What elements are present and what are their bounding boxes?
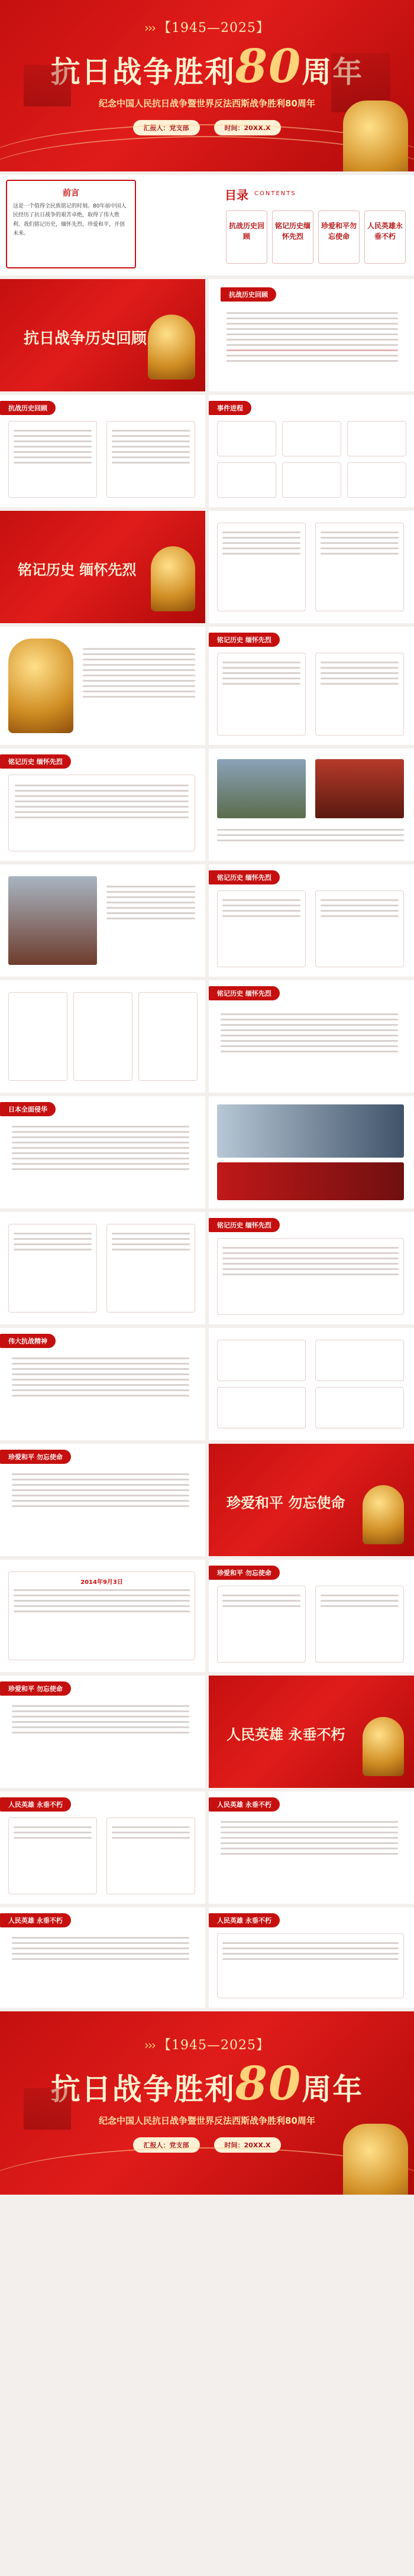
text-card (217, 523, 306, 611)
content-slide (0, 1907, 205, 2008)
section-1-title: 抗日战争历史回顾 (24, 330, 147, 348)
text-card (217, 653, 306, 735)
cover-slide (0, 0, 414, 171)
content-slide (209, 1096, 414, 1208)
content-slide (0, 395, 205, 507)
content-slide (209, 1907, 414, 2008)
content-slide (0, 1676, 205, 1788)
text-card (315, 1586, 404, 1663)
text-card (315, 1340, 404, 1381)
slide-tag: 人民英雄 永垂不朽 (0, 1797, 71, 1812)
content-row-11 (0, 1907, 414, 2008)
text-card (73, 992, 132, 1081)
lion-statue-image (8, 639, 73, 733)
reporter-label: 汇报人：党支部 (133, 2137, 200, 2153)
toc-title: 目录 (225, 188, 248, 202)
memorial-photo (315, 759, 404, 818)
lion-statue-image (363, 1485, 404, 1544)
lion-statue-image (343, 101, 408, 171)
building-silhouette (24, 65, 71, 106)
text-card (347, 421, 406, 456)
slide-tag: 珍爱和平 勿忘使命 (0, 1450, 71, 1464)
text-card (282, 421, 341, 456)
lion-statue-image (151, 546, 195, 611)
text-card (106, 421, 195, 498)
text-card (315, 1387, 404, 1428)
toc-subtitle: CONTENTS (254, 190, 296, 197)
content-slide (209, 1791, 414, 1904)
section-2-title: 铭记历史 缅怀先烈 (18, 561, 137, 578)
content-slide (0, 1444, 205, 1556)
text-card (217, 890, 306, 967)
title-80: 80 (235, 40, 302, 93)
city-photo (217, 1104, 404, 1158)
toc-item-3[interactable]: 珍爱和平勿忘使命 (318, 210, 360, 264)
content-row-10 (0, 1791, 414, 1904)
content-slide (0, 749, 205, 861)
slide-tag: 抗战历史回顾 (221, 287, 276, 302)
content-slide (209, 511, 414, 623)
building-silhouette (24, 2088, 71, 2130)
section-4-title: 人民英雄 永垂不朽 (227, 1726, 345, 1743)
chevron-icon: ››› (144, 2038, 155, 2052)
content-slide (209, 1212, 414, 1324)
slide-tag: 铭记历史 缅怀先烈 (209, 986, 280, 1000)
title-end: 周年 (302, 54, 364, 89)
preface-text: 这是一个值得全民族铭记的时刻。80年前中国人民经历了抗日战争的艰苦卓绝，取得了伟大胜利。我们铭记历史，缅怀先烈，珍爱和平，开创未来。 (13, 203, 127, 236)
section-3-slide (209, 1444, 414, 1556)
memorial-photo (217, 1162, 404, 1200)
slide-tag: 伟大抗战精神 (0, 1334, 56, 1348)
title-main: 抗日战争胜利 (50, 2072, 235, 2107)
slide-tag: 日本全面侵华 (0, 1102, 56, 1116)
content-row-2 (0, 627, 414, 745)
slide-tag: 人民英雄 永垂不朽 (0, 1913, 71, 1927)
section-2-slide (0, 511, 205, 623)
content-slide (0, 627, 205, 745)
content-slide (0, 1212, 205, 1324)
content-row-9 (0, 1560, 414, 1672)
text-card (8, 1571, 195, 1660)
title-main: 抗日战争胜利 (50, 54, 235, 89)
text-card (8, 421, 97, 498)
text-card (8, 1817, 97, 1894)
text-card (217, 462, 276, 498)
text-card (106, 1817, 195, 1894)
content-slide (209, 749, 414, 861)
section-1-slide (0, 279, 205, 391)
text-card (217, 1933, 404, 1998)
content-slide (0, 1096, 205, 1208)
toc-item-4[interactable]: 人民英雄永垂不朽 (364, 210, 406, 264)
content-row-8 (0, 1328, 414, 1440)
slide-tag: 抗战历史回顾 (0, 401, 56, 415)
text-card (8, 992, 67, 1081)
end-subtitle: 纪念中国人民抗日战争暨世界反法西斯战争胜利80周年 (99, 2115, 315, 2126)
content-row-7 (0, 1212, 414, 1324)
preface-card (6, 180, 136, 268)
lion-statue-image (343, 2124, 408, 2195)
toc-item-2[interactable]: 铭记历史缅怀先烈 (272, 210, 313, 264)
text-slide (209, 279, 414, 391)
text-card (282, 462, 341, 498)
text-card (217, 1387, 306, 1428)
text-card (8, 1224, 97, 1313)
text-card (315, 523, 404, 611)
content-slide (209, 395, 414, 507)
time-label: 时间：20XX.X (214, 120, 282, 135)
date-label: 2014年9月3日 (80, 1579, 123, 1586)
text-card (217, 1340, 306, 1381)
section-4-row (0, 1676, 414, 1788)
text-card (138, 992, 198, 1081)
text-card (217, 421, 276, 456)
slide-tag: 铭记历史 缅怀先烈 (209, 633, 280, 647)
end-slide (0, 2011, 414, 2195)
section-1-row (0, 279, 414, 391)
content-slide (0, 1560, 205, 1672)
text-card (315, 653, 404, 735)
section-4-slide (209, 1676, 414, 1788)
text-card (217, 1238, 404, 1315)
slide-tag: 铭记历史 缅怀先烈 (209, 1218, 280, 1232)
years-label: 【1945—2025】 (158, 21, 270, 35)
text-card (347, 462, 406, 498)
lion-statue-image (363, 1717, 404, 1776)
slide-tag: 铭记历史 缅怀先烈 (0, 754, 71, 769)
content-row-3 (0, 749, 414, 861)
slide-tag: 人民英雄 永垂不朽 (209, 1913, 280, 1927)
preface-heading: 前言 (63, 189, 79, 198)
content-slide (0, 1328, 205, 1440)
slide-tag: 珍爱和平 勿忘使命 (0, 1681, 71, 1696)
content-row-6 (0, 1096, 414, 1208)
years-label: 【1945—2025】 (158, 2038, 270, 2053)
section-3-title: 珍爱和平 勿忘使命 (227, 1494, 345, 1511)
title-end: 周年 (302, 2072, 364, 2107)
content-slide (0, 864, 205, 977)
toc-item-1[interactable]: 抗战历史回顾 (226, 210, 267, 264)
text-card (8, 775, 195, 851)
content-slide (209, 1328, 414, 1440)
section-2-row (0, 511, 414, 623)
slide-tag: 铭记历史 缅怀先烈 (209, 870, 280, 884)
content-slide (209, 627, 414, 745)
content-row-1 (0, 395, 414, 507)
content-slide (0, 1791, 205, 1904)
content-slide (209, 864, 414, 977)
memorial-photo (217, 759, 306, 818)
memorial-photo (8, 876, 97, 965)
content-slide (0, 980, 205, 1093)
title-80: 80 (235, 2057, 302, 2111)
preface-toc-slide (0, 175, 414, 276)
cover-subtitle: 纪念中国人民抗日战争暨世界反法西斯战争胜利80周年 (99, 98, 315, 109)
text-card (106, 1224, 195, 1313)
reporter-label: 汇报人：党支部 (133, 120, 200, 135)
content-slide (209, 980, 414, 1093)
section-3-row (0, 1444, 414, 1556)
text-card (217, 1586, 306, 1663)
text-card (315, 890, 404, 967)
content-slide (209, 1560, 414, 1672)
slide-tag: 珍爱和平 勿忘使命 (209, 1566, 280, 1580)
content-row-4 (0, 864, 414, 977)
content-row-5 (0, 980, 414, 1093)
slide-tag: 事件进程 (209, 401, 251, 415)
chevron-icon: ››› (144, 21, 155, 35)
time-label: 时间：20XX.X (214, 2137, 282, 2153)
slide-tag: 人民英雄 永垂不朽 (209, 1797, 280, 1812)
lion-statue-image (148, 315, 195, 380)
